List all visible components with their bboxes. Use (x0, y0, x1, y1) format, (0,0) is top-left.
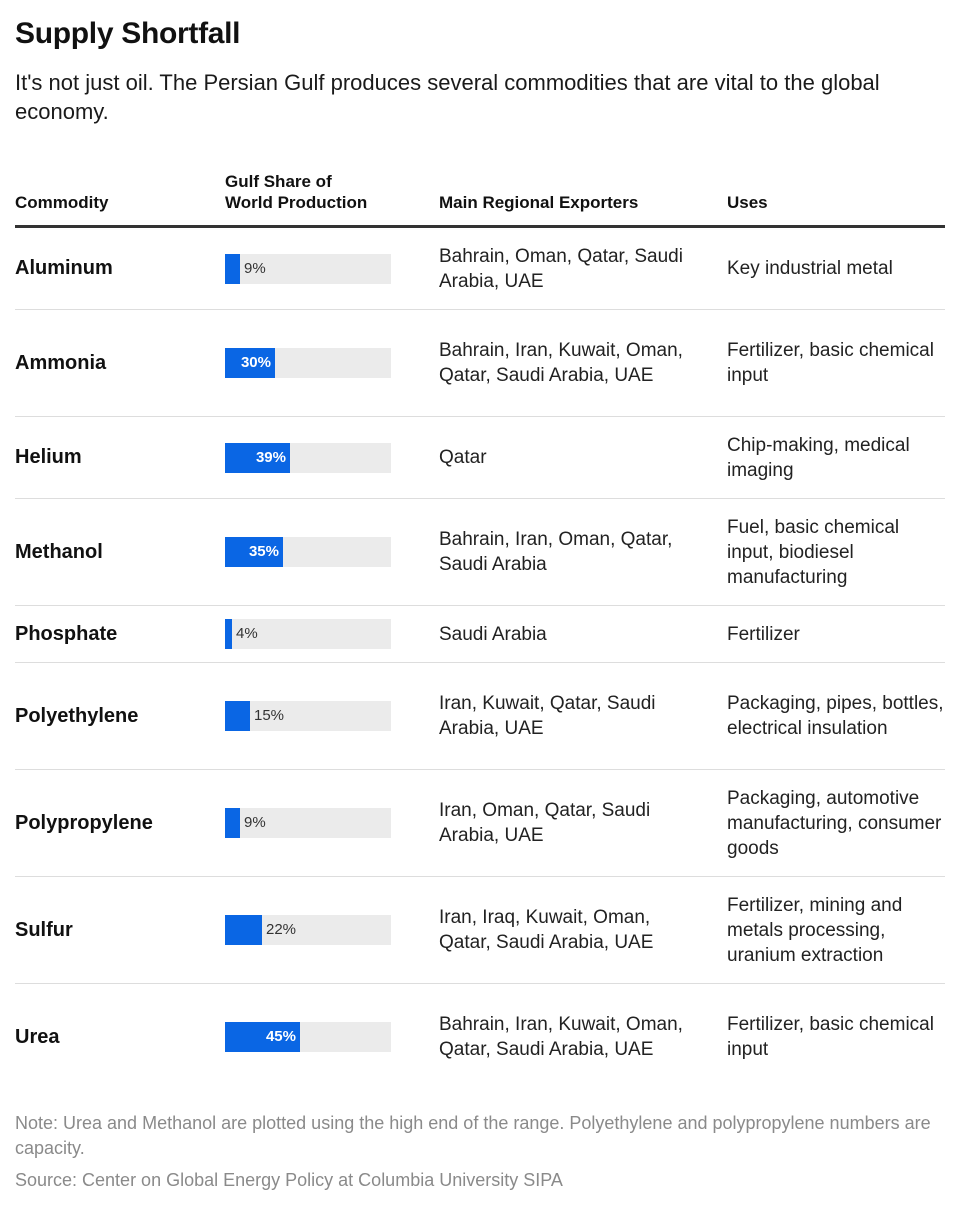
header-uses: Uses (727, 193, 768, 212)
table-row (15, 770, 945, 877)
commodity-name: Phosphate (15, 622, 118, 645)
share-bar-track (225, 701, 391, 731)
share-bar-cell (225, 417, 391, 498)
share-bar-track (225, 1022, 391, 1052)
exporters-text: Qatar (439, 447, 487, 468)
share-bar-cell (225, 310, 391, 416)
commodity-name: Helium (15, 446, 82, 468)
table-row (15, 499, 945, 606)
uses-text: Key industrial metal (727, 258, 893, 279)
commodity-name: Methanol (15, 540, 103, 563)
share-bar-cell (225, 663, 391, 769)
commodity-name: Polypropylene (15, 811, 153, 834)
share-label: 39% (255, 448, 286, 466)
uses-text: Packaging, automotive manufacturing, consumer goods (727, 787, 942, 859)
commodity-name: Urea (15, 1025, 60, 1048)
table-row (15, 417, 945, 499)
table-row (15, 663, 945, 770)
uses-text: Fertilizer, mining and metals processing, uranium extraction (727, 894, 903, 966)
exporters-text: Iran, Kuwait, Qatar, Saudi Arabia, UAE (439, 693, 656, 739)
share-bar-track (225, 537, 391, 567)
header-commodity: Commodity (15, 193, 109, 212)
chart-subtitle: It's not just oil. The Persian Gulf produces several commodities that are vital to the global economy. (15, 70, 880, 124)
table-header (15, 168, 945, 228)
source-note: Source: Center on Global Energy Policy at Columbia University SIPA (15, 1170, 563, 1190)
header-share-line1: Gulf Share of (225, 172, 332, 191)
table-row (15, 877, 945, 984)
exporters-text: Iran, Oman, Qatar, Saudi Arabia, UAE (439, 800, 651, 846)
exporters-text: Iran, Iraq, Kuwait, Oman, Qatar, Saudi Arabia, UAE (439, 907, 654, 953)
share-bar-track (225, 619, 391, 649)
chart-title: Supply Shortfall (15, 17, 241, 50)
share-bar-cell (225, 877, 391, 983)
header-exporters: Main Regional Exporters (439, 193, 639, 212)
share-label: 45% (265, 1028, 296, 1045)
table-row (15, 310, 945, 417)
share-label: 4% (236, 625, 258, 642)
share-bar-cell (225, 984, 391, 1090)
commodity-name: Aluminum (15, 257, 113, 279)
header-share (225, 171, 367, 213)
share-bar (225, 915, 262, 945)
share-bar (225, 254, 240, 284)
share-label: 30% (240, 354, 271, 371)
share-bar-track (225, 808, 391, 838)
share-label: 15% (254, 707, 285, 724)
share-bar (225, 701, 250, 731)
commodity-name: Sulfur (15, 918, 73, 941)
share-bar-track (225, 915, 391, 945)
share-bar (225, 619, 232, 649)
share-bar-track (225, 443, 391, 473)
share-label: 22% (266, 921, 297, 938)
exporters-text: Bahrain, Iran, Kuwait, Oman, Qatar, Saudi Arabia, UAE (439, 1014, 683, 1060)
share-bar-cell (225, 606, 391, 662)
share-label: 35% (248, 543, 279, 560)
exporters-text: Bahrain, Iran, Kuwait, Oman, Qatar, Saudi Arabia, UAE (439, 340, 683, 386)
exporters-text: Bahrain, Oman, Qatar, Saudi Arabia, UAE (439, 245, 683, 292)
share-bar (225, 808, 240, 838)
table-row (15, 606, 945, 663)
share-label: 9% (244, 259, 266, 277)
exporters-text: Bahrain, Iran, Oman, Qatar, Saudi Arabia (439, 529, 673, 575)
commodity-name: Ammonia (15, 351, 107, 374)
share-label: 9% (244, 814, 266, 831)
uses-text: Fuel, basic chemical input, biodiesel manufacturing (727, 516, 900, 588)
uses-text: Chip-making, medical imaging (727, 434, 910, 481)
footnote: Note: Urea and Methanol are plotted using the high end of the range. Polyethylene and polypropylene numbers are capacity. (15, 1113, 931, 1158)
header-share-line2: World Production (225, 193, 368, 212)
uses-text: Fertilizer (727, 623, 800, 645)
exporters-text: Saudi Arabia (439, 623, 547, 645)
share-bar-track (225, 348, 391, 378)
uses-text: Packaging, pipes, bottles, electrical insulation (727, 693, 944, 739)
table-body (15, 228, 945, 1090)
share-bar-cell (225, 499, 391, 605)
table-row (15, 984, 945, 1090)
share-bar-track (225, 254, 391, 284)
share-bar-cell (225, 228, 391, 309)
commodity-name: Polyethylene (15, 704, 139, 727)
table-row (15, 228, 945, 310)
uses-text: Fertilizer, basic chemical input (727, 1014, 934, 1060)
uses-text: Fertilizer, basic chemical input (727, 340, 934, 386)
share-bar-cell (225, 770, 391, 876)
